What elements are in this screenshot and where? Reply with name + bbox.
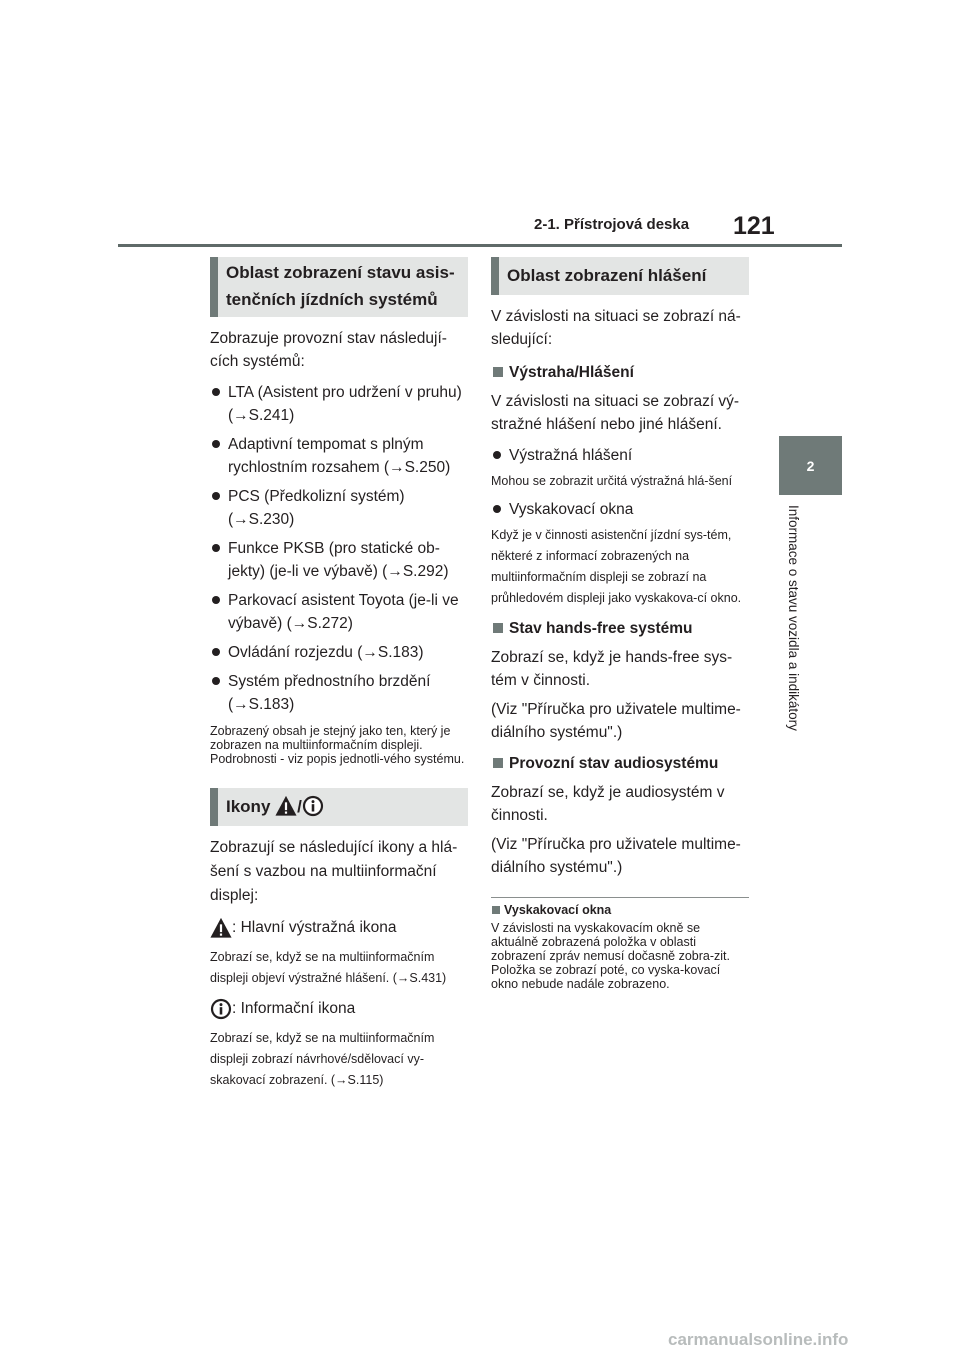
- chapter-number: 2: [806, 458, 815, 474]
- subheading-handsfree: Stav hands-free systému: [491, 617, 749, 640]
- messages-intro: V závislosti na situaci se zobrazí ná-sledující:: [491, 308, 741, 348]
- section-heading-line-2: tenčních jízdních systémů: [226, 290, 438, 309]
- list-item: LTA (Asistent pro udržení v pruhu) (→S.241): [210, 381, 468, 427]
- icons-intro-text: Zobrazují se následující ikony a hlá-šení s vazbou na multiinformační displej:: [210, 839, 458, 904]
- left-column: [210, 257, 468, 1091]
- note-heading: Vyskakovací okna: [491, 902, 749, 918]
- watermark-link[interactable]: carmanualsonline.info: [668, 1330, 849, 1349]
- warning-icon: [210, 917, 232, 939]
- section-heading-assist-status: [210, 257, 468, 317]
- icons-separator: /: [297, 796, 302, 816]
- subheading-warning-message: Výstraha/Hlášení: [491, 361, 749, 384]
- header-divider: [118, 244, 842, 247]
- systems-list: [210, 381, 468, 716]
- audio-text: Zobrazí se, když je audiosystém v činnosti.: [491, 784, 725, 824]
- warning-messages-text: Mohou se zobrazit určitá výstražná hlá-šení: [491, 474, 733, 488]
- popups-text: Když je v činnosti asistenční jízdní sys-tém, některé z informací zobrazených na multiinformačním displeji se zobrazí na průhledovém displeji jako vyskakova-cí okno.: [491, 528, 742, 605]
- info-icon-label: : Informační ikona: [232, 1000, 356, 1017]
- warning-icon-row: [210, 916, 468, 939]
- note-text: Zobrazený obsah je stejný jako ten, který je zobrazen na multiinformačním displeji. Podrobnosti - viz popis jednotli-vého systému.: [210, 724, 465, 766]
- intro-text: Zobrazuje provozní stav následují-cích systémů:: [210, 330, 447, 370]
- note-body: V závislosti na vyskakovacím okně se aktuálně zobrazená položka v oblasti zobrazení zpráv nemusí dočasně zobra-zit. Položka se zobrazí poté, co vyska-kovací okno nebude nadále zobrazeno.: [491, 921, 731, 991]
- audio-reference: (Viz "Příručka pro uživatele multime-diálního systému".): [491, 836, 741, 876]
- section-heading-messages-label: Oblast zobrazení hlášení: [507, 265, 707, 285]
- warning-message-text: V závislosti na situaci se zobrazí vý-stražné hlášení nebo jiné hlášení.: [491, 393, 740, 433]
- warning-icon-description: Zobrazí se, když se na multiinformačním displeji objeví výstražné hlášení. (→S.431): [210, 950, 447, 985]
- handsfree-text: Zobrazí se, když je hands-free sys-tém v činnosti.: [491, 649, 733, 689]
- info-icon-description: Zobrazí se, když se na multiinformačním displeji zobrazí návrhové/sdělovací vy-skakovací zobrazení. (→S.115): [210, 1031, 435, 1087]
- info-icon: [210, 998, 232, 1020]
- header-section-title: 2-1. Přístrojová deska: [534, 216, 690, 233]
- list-item: Parkovací asistent Toyota (je-li ve výbavě) (→S.272): [210, 589, 468, 635]
- bullet-warning-messages: Výstražná hlášení: [491, 444, 749, 467]
- chapter-tab: [779, 436, 842, 495]
- info-icon: [302, 795, 324, 817]
- icons-heading-label: Ikony: [226, 796, 271, 816]
- list-item: Adaptivní tempomat s plným rychlostním rozsahem (→S.250): [210, 433, 468, 479]
- info-icon-row: [210, 997, 468, 1020]
- warning-icon: [275, 795, 297, 817]
- bullet-popups: Vyskakovací okna: [491, 498, 749, 521]
- list-item: PCS (Předkolizní systém) (→S.230): [210, 485, 468, 531]
- chapter-title: Informace o stavu vozidla a indikátory: [786, 505, 801, 731]
- page-number: 121: [733, 212, 775, 240]
- handsfree-reference: (Viz "Příručka pro uživatele multime-diálního systému".): [491, 701, 741, 741]
- section-heading-messages: [491, 257, 749, 295]
- note-divider: [491, 897, 749, 898]
- section-heading-line-1: Oblast zobrazení stavu asis-: [226, 263, 455, 282]
- section-heading-icons: [210, 788, 468, 826]
- warning-icon-label: : Hlavní výstražná ikona: [232, 919, 397, 936]
- subheading-audio: Provozní stav audiosystému: [491, 752, 749, 775]
- list-item: Ovládání rozjezdu (→S.183): [210, 641, 468, 664]
- list-item: Funkce PKSB (pro statické ob-jekty) (je-li ve výbavě) (→S.292): [210, 537, 468, 583]
- list-item: Systém přednostního brzdění (→S.183): [210, 670, 468, 716]
- right-column: [491, 257, 749, 991]
